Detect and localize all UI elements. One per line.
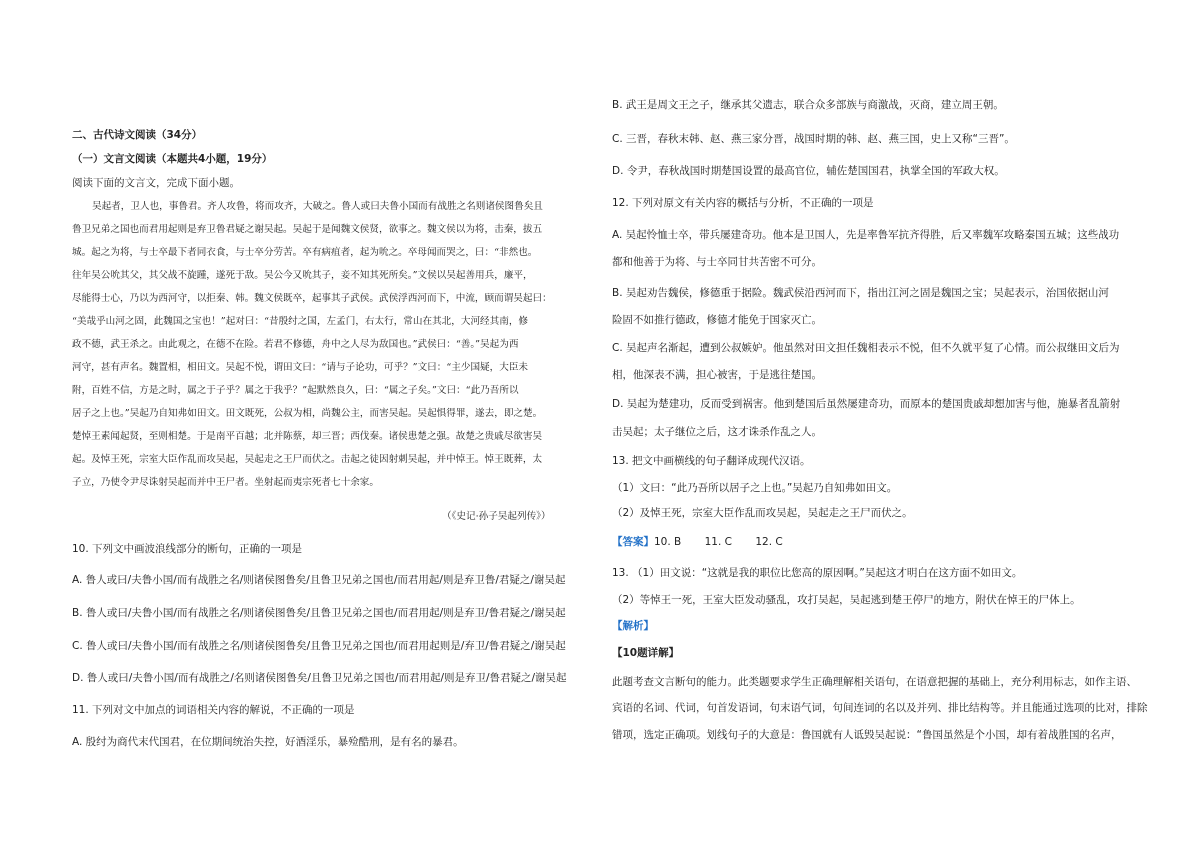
passage-line: 鲁卫兄弟之国也而君用起则是弃卫鲁君疑之谢吴起。吴起于是闻魏文侯贤，欲事之。魏文侯以为将，击秦，拔五 — [72, 224, 543, 235]
q12-option-d-cont: 击吴起；太子继位之后，这才诛杀作乱之人。 — [612, 426, 822, 438]
answer-values: 10. B 11. C 12. C — [654, 536, 783, 548]
passage-line: 尽能得士心，乃以为西河守，以拒秦、韩。魏文侯既卒，起事其子武侯。武侯浮西河而下，中流，顾而谓吴起曰： — [72, 293, 552, 304]
detail-line: 错项，选定正确项。划线句子的大意是：鲁国就有人诋毁吴起说：“鲁国虽然是个小国，却有着战胜国的名声， — [612, 729, 1122, 741]
passage-line: 河守，甚有声名。魏置相，相田文。吴起不悦，谓田文曰：“请与子论功，可乎？”文曰：“主少国疑，大臣未 — [72, 362, 529, 373]
answer-label: 【答案】 — [612, 536, 654, 548]
q12-option-c: C. 吴起声名渐起，遭到公叔嫉妒。他虽然对田文担任魏相表示不悦，但不久就平复了心情。而公叔继田文后为 — [612, 342, 1120, 354]
subsection-title: （一）文言文阅读（本题共4小题，19分） — [72, 153, 273, 165]
q10-option-c: C. 鲁人或曰/夫鲁小国/而有战胜之名/则诸侯图鲁矣/且鲁卫兄弟之国也/而君用起则是/弃卫/鲁君疑之/谢吴起 — [72, 640, 566, 652]
answer-13-part-1: 13. （1）田文说：“这就是我的职位比您高的原因啊。”吴起这才明白在这方面不如田文。 — [612, 567, 1023, 579]
detail-line: 宾语的名词、代词，句首发语词，句末语气词，句间连词的名以及并列、排比结构等。并且能通过选项的比对，排除 — [612, 702, 1148, 714]
detail-label: 【10题详解】 — [612, 647, 680, 659]
q10-option-b: B. 鲁人或曰/夫鲁小国/而有战胜之名/则诸侯图鲁矣/且鲁卫兄弟之国也/而君用起/则是弃卫/鲁君疑之/谢吴起 — [72, 607, 566, 619]
question-13: 13. 把文中画横线的句子翻译成现代汉语。 — [612, 455, 811, 467]
q11-option-d: D. 令尹，春秋战国时期楚国设置的最高官位，辅佐楚国国君，执掌全国的军政大权。 — [612, 165, 1005, 177]
passage-line: 政不德，武王杀之。由此观之，在德不在险。若君不修德，舟中之人尽为敌国也。”武侯曰：“善。”吴起为西 — [72, 339, 519, 350]
passage-line: 往年吴公吮其父，其父战不旋踵，遂死于敌。吴公今又吮其子，妾不知其死所矣。”文侯以吴起善用兵，廉平， — [72, 270, 533, 281]
q12-option-a-cont: 都和他善于为将、与士卒同甘共苦密不可分。 — [612, 256, 822, 268]
passage-line: 城。起之为将，与士卒最下者同衣食，与士卒分劳苦。卒有病疽者，起为吮之。卒母闻而哭之，曰：“非然也。 — [72, 247, 538, 258]
q12-option-d: D. 吴起为楚建功，反而受到祸害。他到楚国后虽然屡建奇功，而原本的楚国贵戚却想加害与他，施暴者乱箭射 — [612, 398, 1121, 410]
detail-line: 此题考查文言断句的能力。此类题要求学生正确理解相关语句，在语意把握的基础上，充分利用标志，如作主语、 — [612, 676, 1137, 688]
analysis-label: 【解析】 — [612, 620, 654, 632]
passage-line: 居子之上也。”吴起乃自知弗如田文。田文既死，公叔为相，尚魏公主，而害吴起。吴起惧得罪，遂去，即之楚。 — [72, 408, 543, 419]
question-12: 12. 下列对原文有关内容的概括与分析，不正确的一项是 — [612, 197, 874, 209]
question-10: 10. 下列文中画波浪线部分的断句，正确的一项是 — [72, 543, 303, 555]
q11-option-c: C. 三晋，春秋末韩、赵、燕三家分晋，战国时期的韩、赵、燕三国，史上又称“三晋”。 — [612, 133, 1015, 145]
source-citation: （《史记·孙子吴起列传》） — [442, 511, 551, 522]
passage-line: “美哉乎山河之固，此魏国之宝也！”起对曰：“昔殷纣之国，左孟门，右太行，常山在其北，大河经其南，修 — [72, 316, 529, 327]
q10-option-a: A. 鲁人或曰/夫鲁小国/而有战胜之名/则诸侯图鲁矣/且鲁卫兄弟之国也/而君用起/则是弃卫鲁/君疑之/谢吴起 — [72, 574, 566, 586]
passage-line: 吴起者，卫人也，事鲁君。齐人攻鲁，将而攻齐，大破之。鲁人或曰夫鲁小国而有战胜之名则诸侯图鲁矣且 — [92, 201, 543, 212]
passage-line: 附，百姓不信，方是之时，属之于子乎？属之于我乎？”起默然良久，曰：“属之子矣。”文曰：“此乃吾所以 — [72, 385, 519, 396]
section-title: 二、古代诗文阅读（34分） — [72, 129, 203, 141]
q12-option-b-cont: 险固不如推行德政，修德才能免于国家灭亡。 — [612, 314, 822, 326]
q10-option-d: D. 鲁人或曰/夫鲁小国/而有战胜之/名则诸侯图鲁矣/且鲁卫兄弟之国也/而君用起/则是弃卫/鲁君疑之/谢吴起 — [72, 672, 567, 684]
q12-option-b: B. 吴起劝告魏侯，修德重于据险。魏武侯沿西河而下，指出江河之固是魏国之宝；吴起表示，治国依据山河 — [612, 287, 1109, 299]
q11-option-a: A. 殷纣为商代末代国君，在位期间统治失控，好酒淫乐，暴殓酷刑，是有名的暴君。 — [72, 736, 464, 748]
q12-option-a: A. 吴起怜恤士卒，带兵屡建奇功。他本是卫国人，先是率鲁军抗齐得胜，后又率魏军攻略秦国五城；这些战功 — [612, 229, 1120, 241]
passage-line: 子立，乃使令尹尽诛射吴起而并中王尸者。坐射起而夷宗死者七十余家。 — [72, 477, 379, 488]
q13-part-1: （1）文曰：“此乃吾所以居子之上也。”吴起乃自知弗如田文。 — [612, 482, 898, 494]
q13-part-2: （2）及悼王死，宗室大臣作乱而攻吴起，吴起走之王尸而伏之。 — [612, 507, 913, 519]
instruction: 阅读下面的文言文，完成下面小题。 — [72, 177, 240, 189]
answer-line — [612, 535, 1130, 549]
q11-option-b: B. 武王是周文王之子，继承其父遗志，联合众多部族与商激战，灭商，建立周王朝。 — [612, 99, 1004, 111]
answer-13-part-2: （2）等悼王一死，王室大臣发动骚乱，攻打吴起，吴起逃到楚王停尸的地方，附伏在悼王的尸体上。 — [612, 594, 1081, 606]
question-11: 11. 下列对文中加点的词语相关内容的解说，不正确的一项是 — [72, 704, 355, 716]
passage-line: 起。及悼王死，宗室大臣作乱而攻吴起，吴起走之王尸而伏之。击起之徒因射刺吴起，并中悼王。悼王既葬，太 — [72, 454, 543, 465]
q12-option-c-cont: 相，他深表不满，担心被害，于是逃往楚国。 — [612, 369, 822, 381]
passage-line: 楚悼王素闻起贤，至则相楚。于是南平百越；北并陈蔡，却三晋；西伐秦。诸侯患楚之强。故楚之贵戚尽欲害吴 — [72, 431, 543, 442]
